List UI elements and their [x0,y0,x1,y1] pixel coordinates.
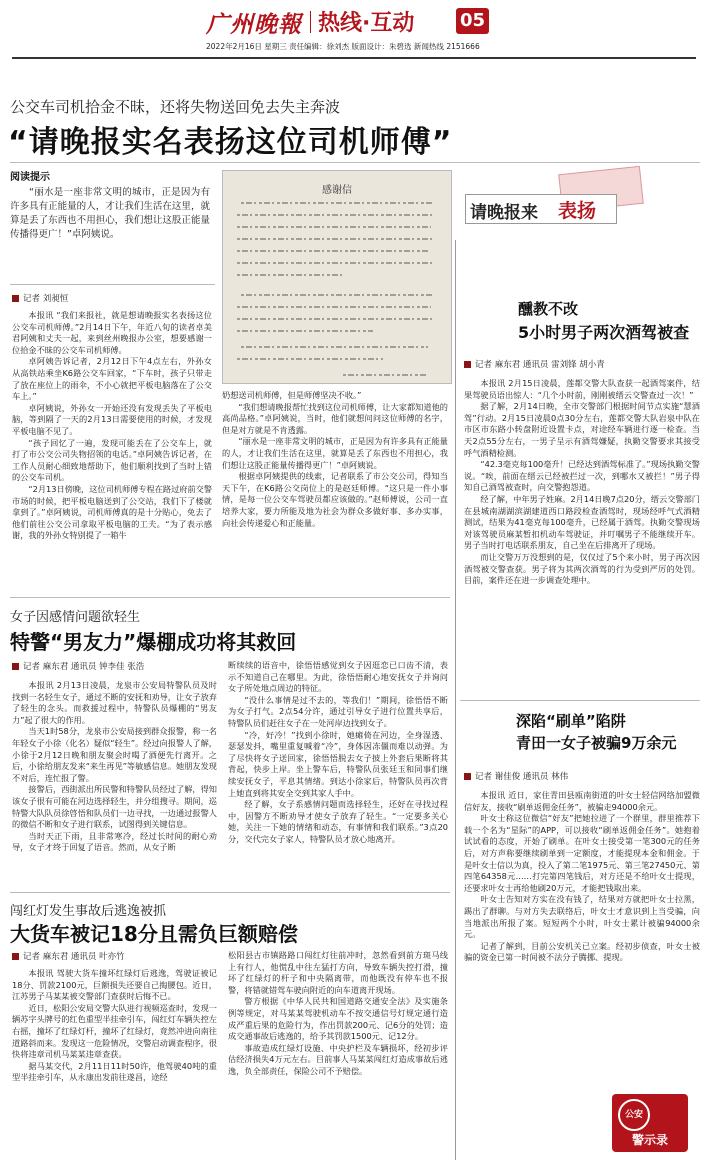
story4-p5: 而让交警万万没想到的是，仅仅过了5个来小时，男子再次因酒驾被交警查获。男子将为其两次酒驾的行为受到严厉的处罚。目前，案件还在进一步调查处理中。 [464,551,700,586]
story1-intro-rule [10,284,215,285]
police-warning-logo [612,1094,688,1152]
story5-byline-text: 记者 谢佳俊 通讯员 林伟 [475,772,569,782]
stamp-top-text: 公安 [624,1110,643,1120]
story3-p6: 事故造成红绿灯设施、中央护栏及车辆损坏，经初步评估经济损失4万元左右。目前事人马某某闯红灯造成事故后逃逸，负全部责任，保险公司不予赔偿。 [228,1042,448,1076]
story4-headline-line1: 醺教不改 [518,300,579,318]
story1-p4: “孩子回忆了一遍，发现可能丢在了公交车上，就打了市公交公司失物招领的电话。”卓阿姨告诉记者，在工作人员耐心细致地帮助下，他们顺利找到了当时上错的公交车司机。 [12,437,212,483]
story2-byline [12,660,144,672]
byline-marker-icon [12,663,19,670]
story2-kicker: 女子因感情问题欲轻生 [10,610,141,625]
story3-p3: 据马某交代，2月11日11时50许，他驾驶40吨的重型半挂牵引车，从永康出发前往遂昌，途经 [12,1060,217,1083]
story2-headline: 特警“男友力”爆棚成功将其救回 [10,630,297,654]
badge-highlight: 表扬 [558,200,597,222]
masthead-divider [310,11,311,33]
story3-p2: 近日，松阳公安局交警大队进行视频巡查时，发现一辆苏字头牌号的红色重型半挂牵引车，闯红灯车辆失控左右摇，撞坏了红绿灯杆，撞坏了红绿灯，竟然冲进向南往道路斜而来。发现这一危险情况，交警启动调查程序，很快将违章司机马某某违章查获。 [12,1002,217,1060]
story4-headline-line2: 5小时男子两次酒驾被查 [518,323,690,342]
byline-marker-icon [464,361,471,368]
story1-byline [12,292,68,304]
story3-kicker: 闯红灯发生事故后逃逸被抓 [10,904,167,919]
story5-headline-line1: 深陷“刷单”陷阱 [516,712,626,730]
story2-p6: “没什么事情是过不去的，等我们！”期间，徐悟悟不断为女子打气。2点54分许，通过引导女子进行位置共享后，特警队员们赶往女子在一处河岸边找到女子。 [228,694,448,728]
story3-col2 [228,950,448,1158]
story3-p5: 警方根据《中华人民共和国道路交通安全法》及实施条例等规定，对马某某驾驶机动车不按交通信号灯规定通行造成严重后果的危险行为，作出罚款200元、记6分的处罚；造成交通事故后逃逸的，给予其罚款1500元、记12分。 [228,996,448,1042]
story4-byline [464,358,605,370]
story2-p1: 本报讯 2月13日凌晨，龙泉市公安局特警队员及时找到一名轻生女子，通过不断的安抚和劝导，让女子放弃了轻生的念头。而救援过程中，特警队员爆棚的“男友力”起了很大的作用。 [12,680,217,725]
story3-col1 [12,968,217,1158]
badge-text: 请晚报来 [470,203,538,223]
story2-col1 [12,680,217,885]
story5-headline-line2: 青田一女子被骗9万余元 [516,734,677,752]
story3-p1: 本报讯 驾驶大货车撞坏红绿灯后逃逸，驾驶证被记18分、罚款2100元，巨额损失还要自己掏腰包。近日，江苏男子马某某被交警部门查获时后悔不已。 [12,968,217,1002]
story3-byline [12,950,125,962]
story1-byline-text: 记者 刘昶恒 [23,294,69,304]
story4-byline-text: 记者 麻东君 通讯员 雷刘锋 胡小青 [475,360,605,370]
story3-byline-text: 记者 麻东君 通讯员 叶亦竹 [23,952,125,962]
story1-intro-label: 阅读提示 [10,172,50,183]
story2-p2: 当天1时58分，龙泉市公安局接到群众报警，称一名年轻女子小徐（化名）疑似“轻生”。经过向报警人了解，小徐于2月12日晚和朋友聚会时喝了酒便先行离开。之后，小徐给朋友发来“来生再见”等敏感信息。她朋友发现不对后，连忙报了警。 [12,726,217,783]
story1-p8: “丽水是一座非常文明的城市，正是因为有许多具有正能量的人，才让我们生活在这里，就算是丢了东西也不用担心，我们想让这股正能量传播得更广！”卓阿姨说。 [222,436,448,470]
thank-you-letter-photo [222,170,452,384]
story4-p1: 本报讯 2月15日凌晨，莲都交警大队查获一起酒驾案件，结果驾驶员语出惊人：“几个小时前，刚刚被缙云交警查过一次！” [464,378,700,400]
story1-kicker: 公交车司机拾金不昧，还将失物送回免去失主奔波 [10,98,341,116]
header-meta: 2022年2月16日 星期三 责任编辑：徐刘杰 版面设计：朱碧选 新闻热线 2151666 [206,42,480,51]
story5-body [464,790,700,1086]
story3-headline: 大货车被记18分且需负巨额赔偿 [10,922,298,946]
story1-p3: 卓阿姨说，外孙女一开始还没有发现丢失了平板电脑，等到隔了一天的2月13日需要使用的时候，才发现平板电脑不见了。 [12,402,212,436]
story1-rule [10,162,700,163]
warning-label: 警示录 [631,1133,668,1147]
byline-marker-icon [12,295,19,302]
story4-body [464,378,700,690]
warning-stamp-icon [618,1099,650,1131]
story4-p2: 据了解，2月14日晚，全市交警部门根据时间节点实施“慧酒驾”行动。2月15日凌晨0点30分左右，莲都交警大队岩泉中队在市区市东路小转盘附近设置卡点，对途经车辆进行逐一检查。当天2点55分左右，一男子呈示有酒驾嫌疑，执勤交警要求其接受呼气酒精检测。 [464,401,700,458]
paper-name: 广州晚報 [206,11,302,38]
byline-marker-icon [12,953,19,960]
section-title: 热线·互动 [318,11,415,36]
story1-p2: 卓阿姨告诉记者，2月12日下午4点左右，外孙女从高铁站乘坐K6路公交车回家，“下车时，孩子只带走了放在座位上的雨伞，不小心就把平板电脑落在了公交车上。” [12,356,212,402]
story2-p8: 经了解，女子系感情问题而选择轻生，还好在寻找过程中，因警方不断劝导才使女子放弃了轻生。“一定要多关心她，关注一下她的情绪和动态，有事情和我们联系。”3点20分，交代完女子家人，特警队员才放心地离开。 [228,799,448,844]
story5-p2: 叶女士称这位微信“好友”把她拉进了一个群里，群里推荐下载一个名为“星际”的APP，可以接收“刷单返佣金任务”。她抱着试试看的态度，开始了刷单。在叶女士接受第一笔300元的任务后，对方声称要继续刷单到一定额度，才能提现本金和佣金。于是叶女士信以为真，投入了第二笔1975元、第三笔27450元、第四笔64358元……打完第四笔钱后，对方还是不给叶女士提现，还要求叶女士再给他刷20万元，才能把钱取出来。 [464,813,700,893]
story1-p7: “我们想请晚报帮忙找到这位司机师傅，让大家都知道他的高尚品格。”卓阿姨说，当时，他们就想问问这位师傅的名字，但是对方就是不肯透露。 [222,401,448,435]
story1-p6: 奶想送司机师傅，但是师傅坚决不收。” [222,390,362,400]
story5-byline [464,770,568,782]
story5-p4: 记者了解到，目前公安机关已立案。经初步侦查，叶女士被骗的资金已第一时间被不法分子腾挪、提现。 [464,940,700,963]
page-number: 05 [459,10,486,31]
story2-byline-text: 记者 麻东君 通讯员 钟李佳 张浩 [23,662,145,672]
story2-p4: 当时天正下雨，且非常寒冷，经过长时间的耐心劝导，女子才终于回复了语音。然而，从女子断 [12,830,217,853]
byline-marker-icon [464,773,471,780]
story2-col2 [228,660,448,885]
story1-headline: “请晚报实名表扬这位司机师傅” [8,125,453,160]
header-rule [12,57,696,59]
story2-p7: “冷，好冷！”找到小徐时，她瘫倚在河边，全身湿透、瑟瑟发抖，嘴里重复喊着“冷”，身体因冻僵而难以动弹。为了尽快将女子送回家，徐悟悟脱去女子披上外套后果断将其背起，快步上岸。坐上警车后，特警队员张廷玉和同事们继续安抚女子，平息其情绪。到达小徐家后，特警队员再次背上她直到将其安全交到其家人手中。 [228,729,448,798]
handwriting-lines [223,195,451,384]
story1-col1 [12,310,212,588]
story2-p5: 断续续的语音中，徐悟悟感觉到女子因逛恋已口齿不清，表示不知道自己在哪里。为此，徐悟悟耐心地安抚女子并询问女子所处地点周边的特征。 [228,660,448,694]
story1-col2 [222,390,448,586]
right-column-divider [455,240,456,1160]
story4-p3: “42.3毫克每100毫升！已经达到酒驾标准了。”现场执勤交警说。“唉，前面在缙云已经被拦过一次，到哪水又被拦！”男子得知自己酒驾被查时，向交警抱怨道。 [464,459,700,493]
story1-intro: “丽水是一座非常文明的城市，正是因为有许多具有正能量的人，才让我们生活在这里，就算是丢了东西也不用担心，我们想让这股正能量传播得更广！”卓阿姨说。 [10,187,210,240]
story5-p1: 本报讯 近日，家住青田县瓯南街道的叶女士轻信网络加盟微信好友，接收“刷单返佣金任务”，被骗走94000余元。 [464,790,700,812]
story1-p9: 根据卓阿姨提供的线索，记者联系了市公交公司，得知当天下午，在K6路公交岗位上的是赵廷师傅。“这只是一件小事情，是每一位公交车驾驶员都应该做的。”赵师傅说，公司一直培养大家，要力所能及地为社会为群众多做好事、多办实事，向社会传递爱心和正能量。 [222,471,448,528]
letter-title: 感谢信 [322,185,352,196]
page-number-badge [456,8,489,34]
story1-p1: 本报讯 “我们来报社，就是想请晚报实名表扬这位公交车司机师傅。”2月14日下午，年近八旬的读者卓美君阿姨和丈夫一起，来到丝州晚报办公室，想要感谢一位拾金不昧的公交车司机师傅。 [12,310,212,355]
story2-rule [10,597,450,598]
story3-p4: 松阳县古市镇路路口闯红灯往前冲时，忽然看到前方斑马线上有行人，他慌乱中往左猛打方向，导致车辆失控打滑，撞坏了红绿灯的杆子和中央隔离带，而他既没有停车也不报警，将错就错驾车驶向附近的向车道离开现场。 [228,950,448,995]
story1-p5: “2月13日傍晚，这位司机师傅专程在路过府前交警市场的时候，把平板电脑送到了公交站，我们下了楼就拿到了。”卓阿姨说，司机师傅真的是十分贴心，免去了他们前往公交公司拿取平板电脑的工夫。“为了表示感谢，我的外孙女特别提了一箱牛 [12,483,212,541]
story3-rule [10,892,450,893]
story5-p3: 叶女士告知对方实在没有钱了，结果对方就把叶女士拉黑，踢出了群聊。与对方失去联络后，叶女士才意识到上当受骗，向当地派出所报了案。短短两个小时，叶女士累计被骗94000余元。 [464,894,700,940]
story5-rule [460,700,700,701]
praise-badge [460,170,700,236]
story2-p3: 接警后，西街派出所民警和特警队员经过了解，得知该女子很有可能在河边选择轻生，并分组搜寻。期间，巡特警大队队员徐啓悟和队员们一边寻找，一边通过报警人的微信不断和女子进行联系，试图得到关键信息。 [12,784,217,830]
story4-p4: 经了解，中年男子姓麻。2月14日晚7点20分，缙云交警部门在县城南湖湖滨湖建道西口路段检查酒驾时，现场经呼气式酒精测试，结果为41毫克每100毫升，已经属于酒驾。执勤交警现场对该驾驶员麻某暂扣机动车驾驶证，并叮嘱男子不能继续开车。男子当时打电话联系朋友，自己坐在后排离开了现场。 [464,493,700,551]
